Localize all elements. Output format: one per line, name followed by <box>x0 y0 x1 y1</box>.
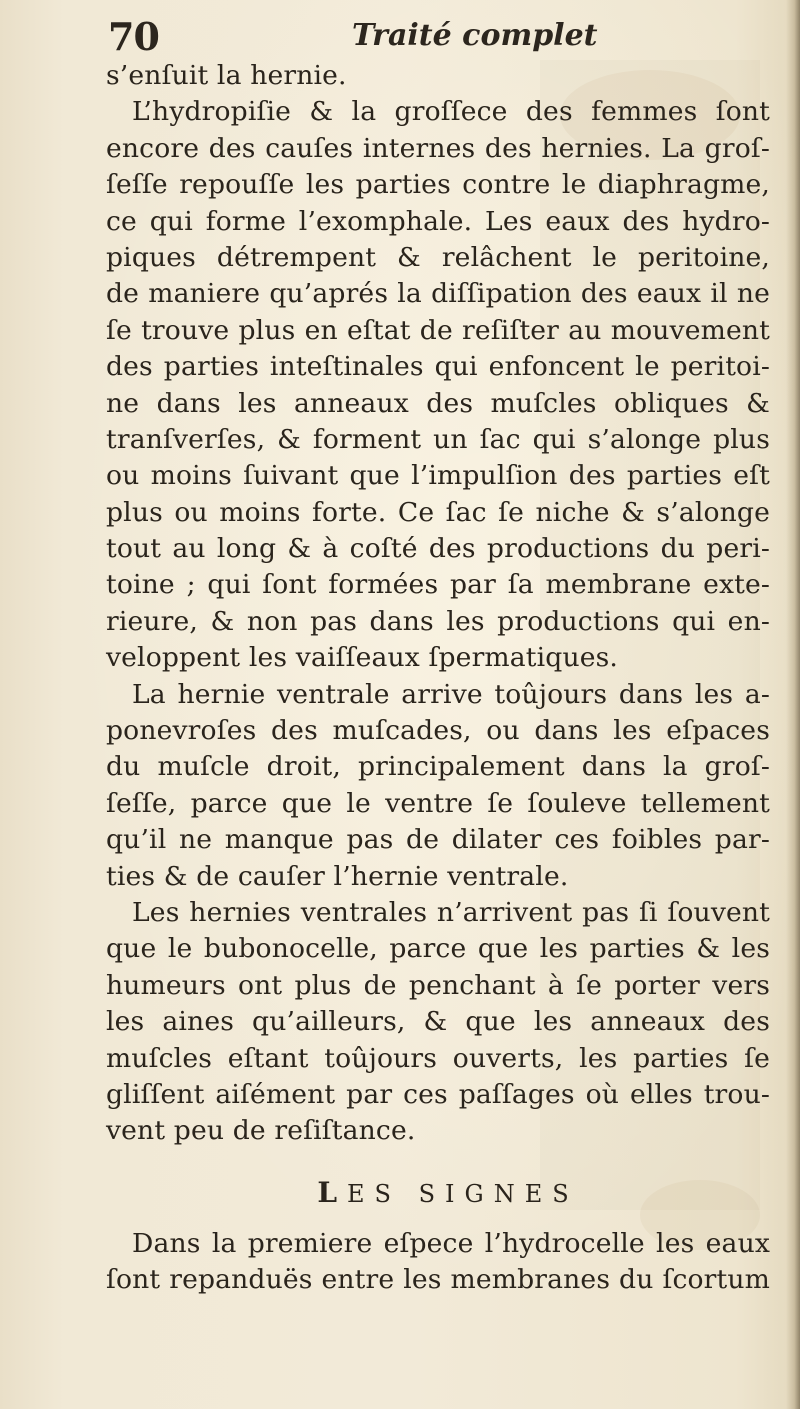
text-line: vent peu de reſiſtance. <box>106 1115 416 1147</box>
text-line: s’enſuit la hernie. <box>106 60 347 91</box>
text-line: Les hernies ventrales n’arrivent pas ſi ſouvent <box>132 896 770 928</box>
text-line: toine ; qui ſont formées par ſa membrane exte- <box>106 569 770 601</box>
text-line: les aines qu’ailleurs, & que les anneaux des <box>106 1006 770 1038</box>
text-line: des parties inteſtinales qui enfoncent le peritoi- <box>106 351 770 383</box>
body-text <box>106 58 770 1150</box>
text-line: L’hydropiſie & la groſſece des femmes ſont <box>132 96 770 128</box>
text-line: muſcles eſtant toûjours ouverts, les parties ſe <box>106 1042 770 1074</box>
section-heading-rest: ES SIGNES <box>347 1180 579 1208</box>
text-line: plus ou moins forte. Ce ſac ſe niche & s’alonge <box>106 496 770 528</box>
text-line: ſe trouve plus en eſtat de reſiſter au mouvement <box>106 314 770 346</box>
text-line: La hernie ventrale arrive toûjours dans les a- <box>132 678 770 710</box>
running-title: Traité complet <box>352 18 598 53</box>
page-number: 70 <box>108 14 159 59</box>
text-line: veloppent les vaiſſeaux ſpermatiques. <box>106 642 619 674</box>
page-header <box>108 14 768 64</box>
text-line: du muſcle droit, principalement dans la groſ- <box>106 751 770 783</box>
section-heading <box>106 1173 780 1214</box>
text-line: ponevroſes des muſcades, ou dans les eſpaces <box>106 715 770 747</box>
text-line: gliſſent aiſément par ces paſſages où elles trou- <box>106 1078 770 1110</box>
text-line: ou moins ſuivant que l’impulſion des parties eſt <box>106 460 770 492</box>
text-line: ſeſſe repouſſe les parties contre le diaphragme, <box>106 169 770 201</box>
text-line: tranſverſes, & forment un ſac qui s’alonge plus <box>106 423 770 455</box>
text-line: piques détrempent & relâchent le peritoine, <box>106 241 770 273</box>
text-line: de maniere qu’aprés la diſſipation des eaux il ne <box>106 278 770 310</box>
text-line: tout au long & à coſté des productions du peri- <box>106 533 770 565</box>
text-line: qu’il ne manque pas de dilater ces foibles par- <box>106 824 770 856</box>
text-line: rieure, & non pas dans les productions qui en- <box>106 605 770 637</box>
text-line: que le bubonocelle, parce que les parties & les <box>106 933 770 965</box>
section-text <box>106 1226 770 1299</box>
text-line: encore des cauſes internes des hernies. La groſ- <box>106 132 770 164</box>
section-heading-initial: L <box>317 1176 348 1209</box>
text-line: ce qui forme l’exomphale. Les eaux des hydro- <box>106 205 770 237</box>
text-line: ſont repanduës entre les membranes du ſcortum <box>106 1264 770 1296</box>
text-line: Dans la premiere eſpece l’hydrocelle les eaux <box>132 1228 770 1259</box>
text-line: ſeſſe, parce que le ventre ſe ſouleve tellement <box>106 787 770 819</box>
page-edge <box>786 0 800 1409</box>
text-line: ties & de cauſer l’hernie ventrale. <box>106 860 569 892</box>
text-line: ne dans les anneaux des muſcles obliques & <box>106 387 770 419</box>
text-line: humeurs ont plus de penchant à ſe porter vers <box>106 969 770 1001</box>
